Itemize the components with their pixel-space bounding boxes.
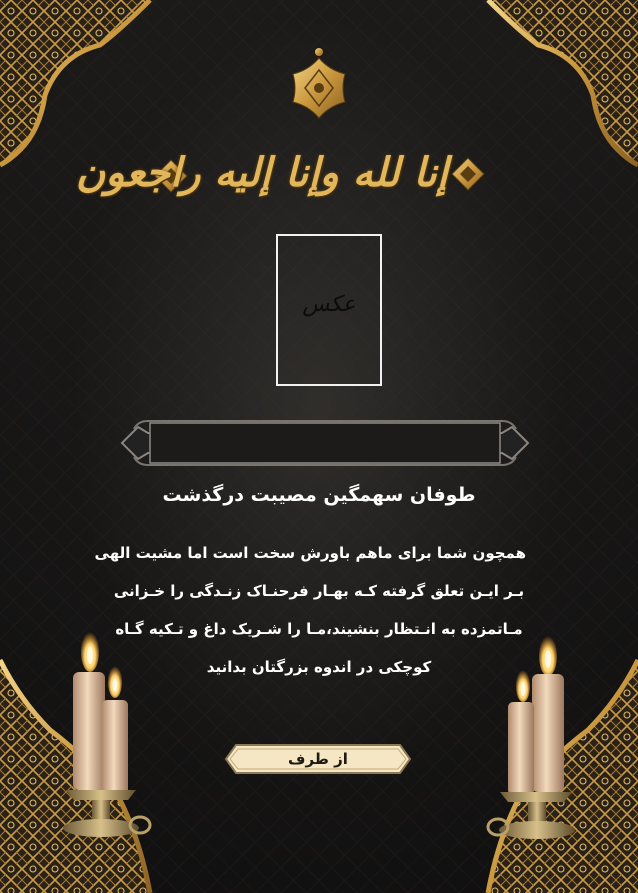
message-line: بـر ایـن تعلق گرفته کـه بهـار فرحنـاک زنـدگی را خـزانی	[113, 582, 525, 600]
headline: طوفان سهمگین مصیبت درگذشت	[162, 484, 476, 506]
verse-calligraphy: إنا لله وإنا إليه راجعون	[75, 149, 448, 196]
from-label: از طرف	[288, 750, 348, 768]
photo-placeholder[interactable]	[276, 234, 382, 386]
photo-label: عکس	[302, 292, 356, 317]
message-line: کوچکی در اندوه بزرگتان بدانید	[206, 658, 432, 676]
from-badge[interactable]	[222, 741, 414, 777]
diamond-ornament-icon	[452, 158, 484, 190]
gold-medallion-icon	[293, 48, 345, 118]
message-body	[94, 534, 526, 686]
name-bar[interactable]	[120, 417, 530, 469]
message-line: مـاتمزده به انـتظار بنشیند،مـا را شـریک داغ و تـکیه گـاه	[115, 620, 523, 638]
message-line: همچون شما برای ماهم باورش سخت است اما مشیت الهی	[94, 544, 526, 562]
